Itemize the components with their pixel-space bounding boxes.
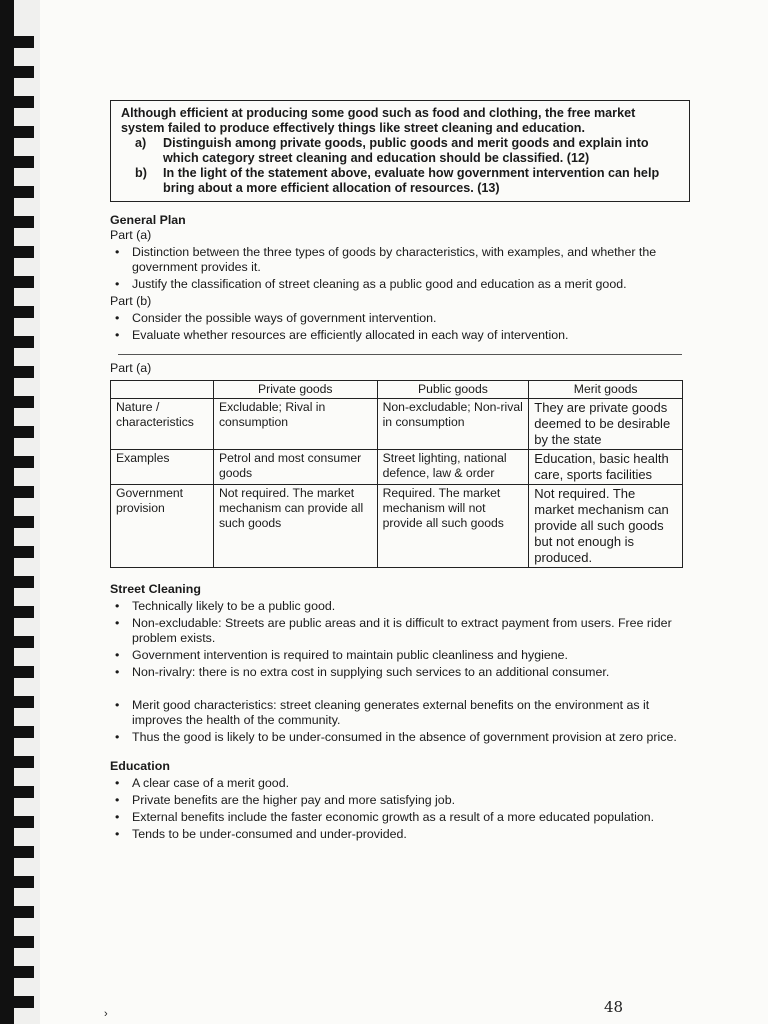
- binding-bar: [0, 96, 34, 108]
- list-item: • External benefits include the faster economic growth as a result of a more educated population.: [110, 810, 690, 825]
- binding-bar: [0, 966, 34, 978]
- row-label: Government provision: [111, 485, 214, 568]
- list-item: • Non-excludable: Streets are public areas and it is difficult to extract payment from users. Free rider problem exists.: [110, 616, 690, 646]
- cell-merit: Not required. The market mechanism can provide all such goods but not enough is produced.: [529, 485, 683, 568]
- binding-bar: [0, 336, 34, 348]
- binding-bar: [0, 606, 34, 618]
- question-part-b-text: In the light of the statement above, evaluate how government intervention can help bring about a more efficient allocation of resources. (13): [163, 166, 660, 195]
- question-box: [110, 100, 690, 202]
- margin-mark: ›: [104, 1008, 108, 1020]
- cell-private: Not required. The market mechanism can provide all such goods: [213, 485, 377, 568]
- question-part-b: [121, 166, 681, 196]
- binding-bar: [0, 366, 34, 378]
- list-item: • Thus the good is likely to be under-consumed in the absence of government provision at zero price.: [110, 730, 690, 745]
- binding-bar: [0, 846, 34, 858]
- street-cleaning-title: Street Cleaning: [110, 582, 201, 596]
- question-part-b-label: b): [135, 166, 147, 180]
- list-item: • Consider the possible ways of government intervention.: [110, 311, 690, 326]
- table-header-row: [111, 381, 683, 399]
- binding-bar: [0, 456, 34, 468]
- question-intro: Although efficient at producing some good such as food and clothing, the free market system failed to produce effectively things like street cleaning and education.: [121, 106, 636, 135]
- question-part-a: [121, 136, 681, 166]
- list-item: • Tends to be under-consumed and under-provided.: [110, 827, 690, 842]
- list-item: • Justify the classification of street cleaning as a public good and education as a merit good.: [110, 277, 690, 292]
- question-part-a-label: a): [135, 136, 147, 150]
- cell-private: Petrol and most consumer goods: [213, 450, 377, 485]
- divider: [118, 354, 682, 355]
- binding-bar: [0, 576, 34, 588]
- binding-bar: [0, 426, 34, 438]
- list-item: • Distinction between the three types of goods by characteristics, with examples, and whether the government provides it.: [110, 245, 690, 275]
- binding-bar: [0, 696, 34, 708]
- general-plan-title: General Plan: [110, 213, 186, 227]
- spiral-binding: [0, 0, 40, 1024]
- page-number: 48: [604, 998, 624, 1016]
- cell-public: Street lighting, national defence, law & order: [377, 450, 529, 485]
- binding-bar: [0, 636, 34, 648]
- binding-bar: [0, 666, 34, 678]
- cell-merit: They are private goods deemed to be desirable by the state: [529, 399, 683, 450]
- binding-bar: [0, 876, 34, 888]
- binding-bar: [0, 516, 34, 528]
- row-label: Nature / characteristics: [111, 399, 214, 450]
- plan-part-b-list: [110, 311, 690, 343]
- row-label: Examples: [111, 450, 214, 485]
- street-cleaning-list-2: [110, 698, 690, 745]
- list-item: • Non-rivalry: there is no extra cost in supplying such services to an additional consumer.: [110, 665, 690, 680]
- binding-bar: [0, 186, 34, 198]
- binding-bar: [0, 246, 34, 258]
- table-row: [111, 450, 683, 485]
- table-header-blank: [111, 381, 214, 399]
- binding-bar: [0, 906, 34, 918]
- list-item: • Merit good characteristics: street cleaning generates external benefits on the environment as it improves the health of the community.: [110, 698, 690, 728]
- table-header-private: Private goods: [213, 381, 377, 399]
- binding-bar: [0, 546, 34, 558]
- list-item: • Technically likely to be a public good.: [110, 599, 690, 614]
- binding-bar: [0, 816, 34, 828]
- question-part-a-text: Distinguish among private goods, public goods and merit goods and explain into which category street cleaning and education should be classified. (12): [163, 136, 649, 165]
- binding-bar: [0, 756, 34, 768]
- binding-bar: [0, 36, 34, 48]
- table-row: [111, 399, 683, 450]
- education-list: [110, 776, 690, 842]
- binding-bar: [0, 126, 34, 138]
- binding-bar: [0, 726, 34, 738]
- binding-bar: [0, 66, 34, 78]
- binding-bar: [0, 486, 34, 498]
- cell-merit: Education, basic health care, sports facilities: [529, 450, 683, 485]
- cell-public: Non-excludable; Non-rival in consumption: [377, 399, 529, 450]
- binding-bar: [0, 156, 34, 168]
- plan-part-a-list: [110, 245, 690, 292]
- cell-public: Required. The market mechanism will not provide all such goods: [377, 485, 529, 568]
- binding-bar: [0, 276, 34, 288]
- education-title: Education: [110, 759, 170, 773]
- binding-bar: [0, 936, 34, 948]
- list-item: • Evaluate whether resources are efficiently allocated in each way of intervention.: [110, 328, 690, 343]
- binding-bar: [0, 306, 34, 318]
- binding-bar: [0, 786, 34, 798]
- table-row: [111, 485, 683, 568]
- binding-bar: [0, 216, 34, 228]
- plan-part-a-label: Part (a): [110, 228, 152, 242]
- plan-part-b-label: Part (b): [110, 294, 152, 308]
- list-item: • A clear case of a merit good.: [110, 776, 690, 791]
- page-content: [110, 100, 690, 844]
- binding-bar: [0, 996, 34, 1008]
- cell-private: Excludable; Rival in consumption: [213, 399, 377, 450]
- list-item: • Private benefits are the higher pay and more satisfying job.: [110, 793, 690, 808]
- table-header-public: Public goods: [377, 381, 529, 399]
- street-cleaning-list-1: [110, 599, 690, 680]
- goods-table: [110, 380, 683, 568]
- list-item: • Government intervention is required to maintain public cleanliness and hygiene.: [110, 648, 690, 663]
- table-header-merit: Merit goods: [529, 381, 683, 399]
- table-part-label: Part (a): [110, 361, 152, 375]
- binding-bar: [0, 396, 34, 408]
